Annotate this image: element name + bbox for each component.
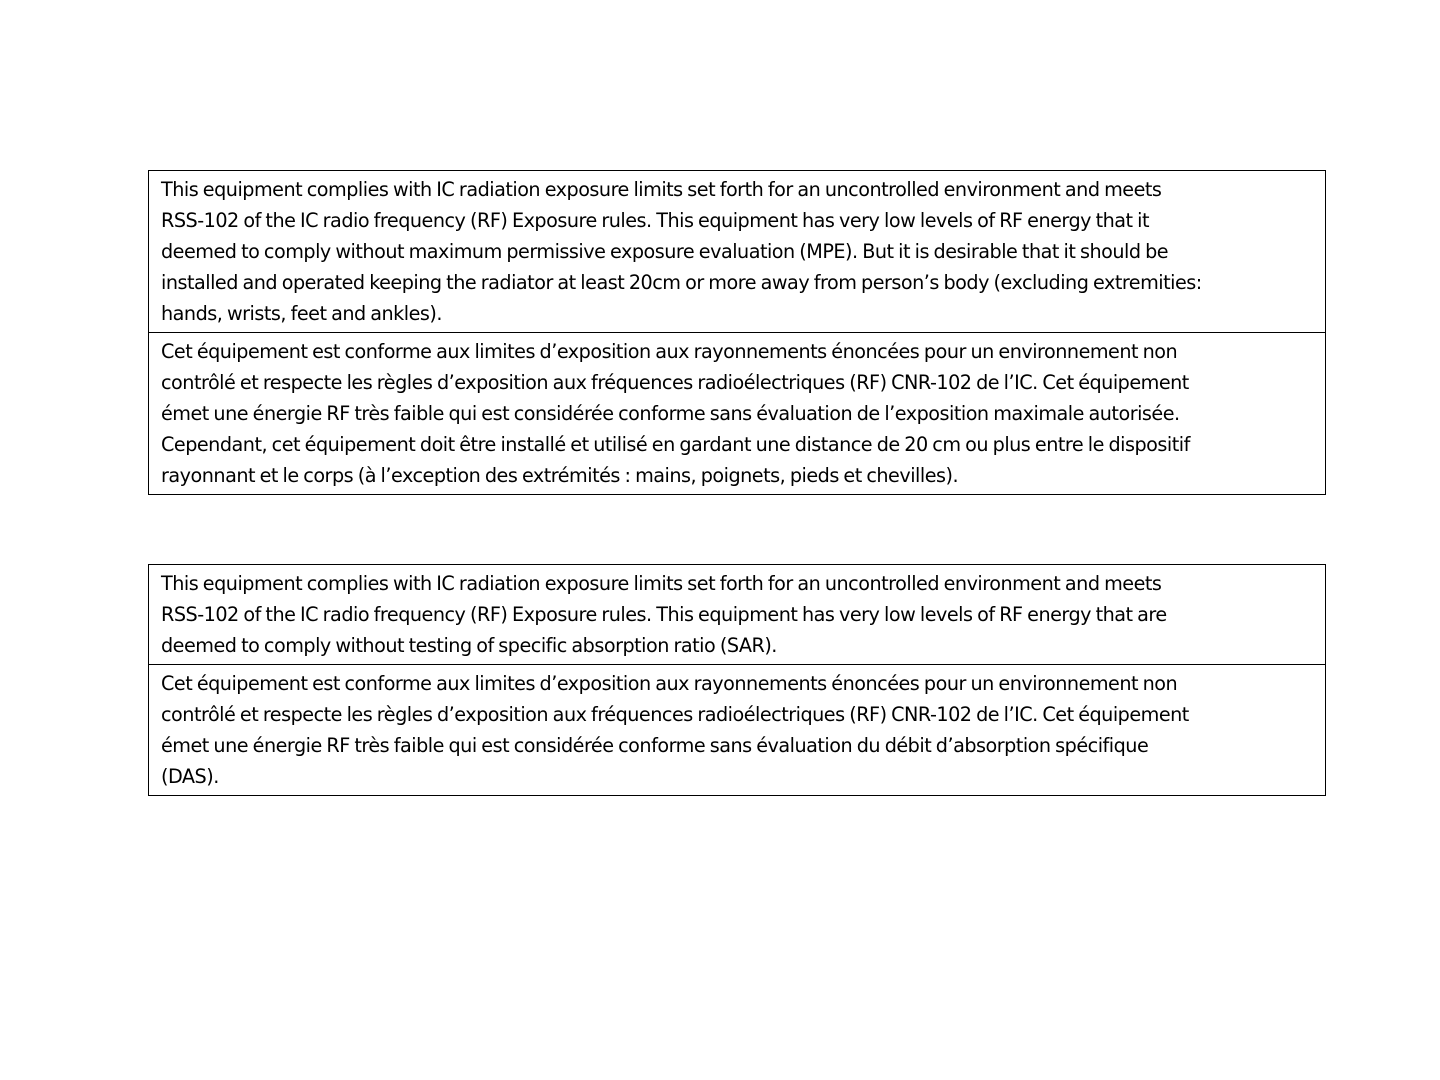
mpe-french-text: Cet équipement est conforme aux limites d’exposition aux rayonnements énoncées pour un environnement non contrôlé et respecte les règles d’exposition aux fréquences radioélectriques (RF) CNR-102 de l’IC. Cet équipement émet une énergie RF très faible qui est considérée conforme sans évaluation de l’exposition maximale autorisée. Cependant, cet équipement doit être installé et utilisé en gardant une distance de 20 cm ou plus entre le dispositif rayonnant et le corps (à l’exception des extrémités : mains, poignets, pieds et chevilles). [149,332,1325,494]
mpe-english-text: This equipment complies with IC radiation exposure limits set forth for an uncontrolled environment and meets RSS-102 of the IC radio frequency (RF) Exposure rules. This equipment has very low levels of RF energy that it deemed to comply without maximum permissive exposure evaluation (MPE). But it is desirable that it should be installed and operated keeping the radiator at least 20cm or more away from person’s body (excluding extremities: hands, wrists, feet and ankles). [161,178,1202,325]
sar-english-text: This equipment complies with IC radiation exposure limits set forth for an uncontrolled environment and meets RSS-102 of the IC radio frequency (RF) Exposure rules. This equipment has very low levels of RF energy that are deemed to comply without testing of specific absorption ratio (SAR). [161,572,1167,657]
sar-french-text: Cet équipement est conforme aux limites d’exposition aux rayonnements énoncées pour un environnement non contrôlé et respecte les règles d’exposition aux fréquences radioélectriques (RF) CNR-102 de l’IC. Cet équipement émet une énergie RF très faible qui est considérée conforme sans évaluation du débit d’absorption spécifique (DAS). [149,664,1325,795]
mpe-notice-table [148,170,1326,495]
sar-notice-table [148,564,1326,796]
